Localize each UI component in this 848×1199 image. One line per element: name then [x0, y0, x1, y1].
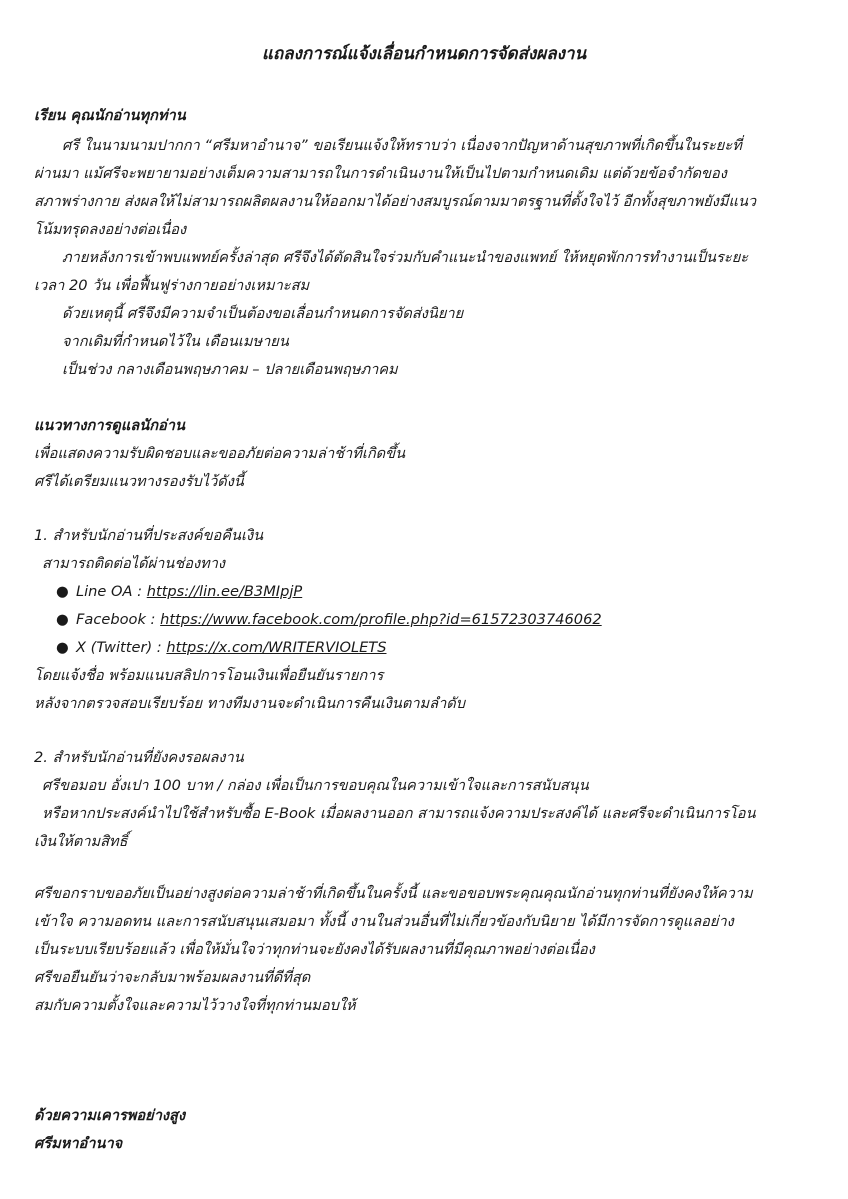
postpone-line-2: จากเดิมที่กำหนดไว้ใน เดือนเมษายน [62, 333, 289, 350]
closing-line-2: เข้าใจ ความอดทน และการสนับสนุนเสมอมา ทั้งนี้ งานในส่วนอื่นที่ไม่เกี่ยวข้องกับนิยาย ได้มีการจัดการดูแลอย่าง [34, 913, 734, 930]
postpone-line-3: เป็นช่วง กลางเดือนพฤษภาคม – ปลายเดือนพฤษภาคม [62, 361, 398, 378]
bullet-icon: ● [56, 583, 69, 600]
intro-line-4: โน้มทรุดลงอย่างต่อเนื่อง [34, 221, 187, 238]
channel-x [56, 638, 386, 658]
document-title: แถลงการณ์แจ้งเลื่อนกำหนดการจัดส่งผลงาน [261, 44, 587, 64]
bullet-icon: ● [56, 639, 69, 656]
care-heading: แนวทางการดูแลนักอ่าน [34, 417, 185, 434]
bullet-icon: ● [56, 611, 69, 628]
care-intro-1: เพื่อแสดงความรับผิดชอบและขออภัยต่อความล่าช้าที่เกิดขึ้น [34, 445, 406, 462]
line-oa-link[interactable]: https://lin.ee/B3MIpjP [146, 583, 303, 600]
channel-facebook [56, 610, 602, 630]
waiting-line-2: หรือหากประสงค์นำไปใช้สำหรับซื้อ E-Book เมื่อผลงานออก สามารถแจ้งความประสงค์ได้ และศรีจะดำเนินการโอน [42, 805, 756, 822]
care-intro-2: ศรีได้เตรียมแนวทางรองรับไว้ดังนี้ [34, 473, 244, 490]
facebook-link[interactable]: https://www.facebook.com/profile.php?id=61572303746062 [160, 611, 602, 628]
waiting-line-3: เงินให้ตามสิทธิ์ [34, 833, 128, 850]
intro-line-3: สภาพร่างกาย ส่งผลให้ไม่สามารถผลิตผลงานให้ออกมาได้อย่างสมบูรณ์ตามมาตรฐานที่ตั้งใจไว้ อีกทั้งสุขภาพยังมีแนว [34, 193, 757, 210]
channel-line-oa [56, 582, 302, 602]
refund-note-1: โดยแจ้งชื่อ พร้อมแนบสลิปการโอนเงินเพื่อยืนยันรายการ [34, 667, 384, 684]
salutation: เรียน คุณนักอ่านทุกท่าน [34, 107, 186, 124]
waiting-heading: 2. สำหรับนักอ่านที่ยังคงรอผลงาน [34, 749, 244, 766]
signoff: ด้วยความเคารพอย่างสูง [34, 1107, 186, 1124]
postpone-line-1: ด้วยเหตุนี้ ศรีจึงมีความจำเป็นต้องขอเลื่อนกำหนดการจัดส่งนิยาย [62, 305, 464, 322]
closing-line-4: ศรีขอยืนยันว่าจะกลับมาพร้อมผลงานที่ดีที่สุด [34, 969, 311, 986]
doctor-line-1: ภายหลังการเข้าพบแพทย์ครั้งล่าสุด ศรีจึงได้ตัดสินใจร่วมกับคำแนะนำของแพทย์ ให้หยุดพักการทำงานเป็นระยะ [62, 249, 749, 266]
signature: ศรีมหาอำนาจ [34, 1135, 123, 1152]
doctor-line-2: เวลา 20 วัน เพื่อฟื้นฟูร่างกายอย่างเหมาะสม [34, 277, 310, 294]
intro-line-2: ผ่านมา แม้ศรีจะพยายามอย่างเต็มความสามารถในการดำเนินงานให้เป็นไปตามกำหนดเดิม แต่ด้วยข้อจำกัดของ [34, 165, 727, 182]
channel-label: X (Twitter) : [76, 639, 167, 656]
closing-line-1: ศรีขอกราบขออภัยเป็นอย่างสูงต่อความล่าช้าที่เกิดขึ้นในครั้งนี้ และขอขอบพระคุณคุณนักอ่านทุกท่านที่ยังคงให้ความ [34, 885, 753, 902]
closing-line-5: สมกับความตั้งใจและความไว้วางใจที่ทุกท่านมอบให้ [34, 997, 356, 1014]
closing-line-3: เป็นระบบเรียบร้อยแล้ว เพื่อให้มั่นใจว่าทุกท่านจะยังคงได้รับผลงานที่มีคุณภาพอย่างต่อเนื่อง [34, 941, 595, 958]
channel-label: Line OA : [76, 583, 147, 600]
refund-heading: 1. สำหรับนักอ่านที่ประสงค์ขอคืนเงิน [34, 527, 264, 544]
refund-note-2: หลังจากตรวจสอบเรียบร้อย ทางทีมงานจะดำเนินการคืนเงินตามลำดับ [34, 695, 466, 712]
intro-line-1: ศรี ในนามนามปากกา “ศรีมหาอำนาจ” ขอเรียนแจ้งให้ทราบว่า เนื่องจากปัญหาด้านสุขภาพที่เกิดขึ้นในระยะที่ [62, 137, 742, 154]
channel-label: Facebook : [76, 611, 161, 628]
waiting-line-1: ศรีขอมอบ อั่งเปา 100 บาท / กล่อง เพื่อเป็นการขอบคุณในความเข้าใจและการสนับสนุน [42, 777, 589, 794]
x-twitter-link[interactable]: https://x.com/WRITERVIOLETS [166, 639, 387, 656]
refund-contact-label: สามารถติดต่อได้ผ่านช่องทาง [42, 555, 226, 572]
